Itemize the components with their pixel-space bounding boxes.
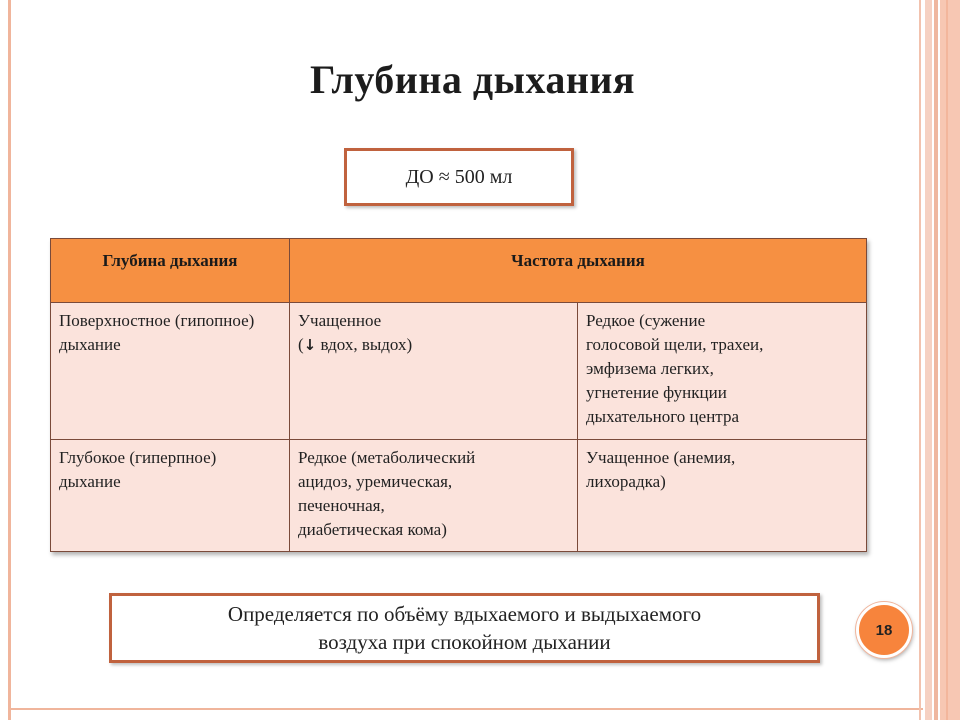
breathing-table [50,238,867,552]
table-header-row [51,239,867,303]
table-row [51,440,867,552]
decorative-stripe [946,0,948,720]
cell-shallow-frequent [290,303,578,440]
cell-deep-rare: Редкое (метаболический ацидоз, уремическая, печеночная, диабетическая кома) [290,440,578,552]
decorative-stripe [925,0,932,720]
cell-depth-shallow: Поверхностное (гипопное) дыхание [51,303,290,440]
header-depth: Глубина дыхания [51,239,290,303]
cell-shallow-rare: Редкое (сужение голосовой щели, трахеи, эмфизема легких, угнетение функции дыхательного центра [578,303,867,440]
decorative-stripe [934,0,938,720]
slide-frame-bottom [8,708,923,710]
decorative-stripe [940,0,960,720]
page-number-badge: 18 [856,602,912,658]
slide-frame-left [8,0,11,720]
slide-title: Глубина дыхания [309,57,636,102]
cell-depth-deep: Глубокое (гиперпное) дыхание [51,440,290,552]
cell-text: вдох, выдох) [316,335,413,354]
cell-text: ( [298,335,304,354]
cell-text: Учащенное [298,311,382,330]
header-frequency: Частота дыхания [290,239,867,303]
tidal-volume-box: ДО ≈ 500 мл [344,148,574,206]
cell-deep-frequent: Учащенное (анемия, лихорадка) [578,440,867,552]
table-row [51,303,867,440]
definition-box: Определяется по объёму вдыхаемого и выдыхаемого воздуха при спокойном дыхании [109,593,820,663]
decorative-stripe [919,0,921,720]
down-arrow-icon: ↓ [303,336,317,354]
